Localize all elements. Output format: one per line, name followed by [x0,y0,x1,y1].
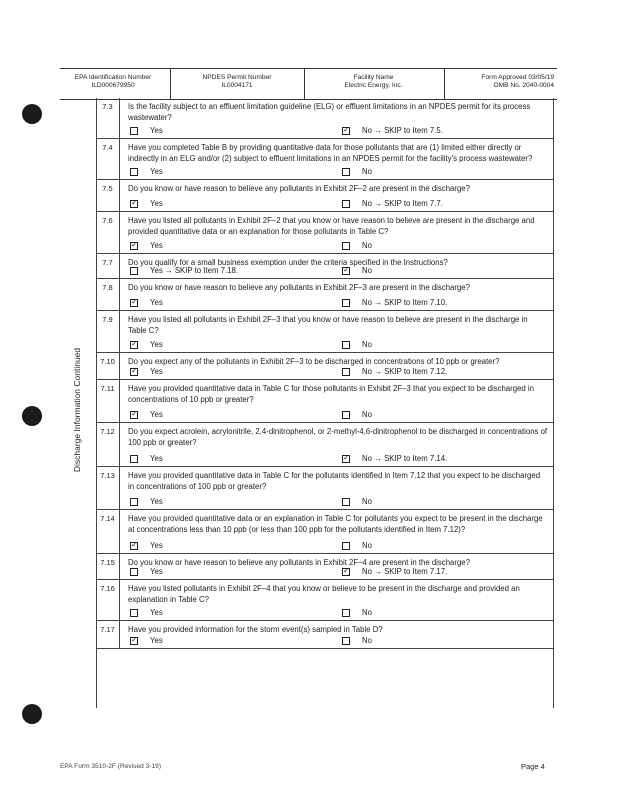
yes-label: Yes → SKIP to Item 7.18. [150,266,238,275]
item-number: 7.7 [96,254,120,278]
yes-label: Yes [150,241,163,250]
checklist-table [96,98,554,649]
yes-label: Yes [150,167,163,176]
item-number: 7.11 [96,380,120,422]
item-question: Have you provided quantitative data or an explanation in Table C for pollutants you expect to be present in the discharge at concentrations less than 10 ppb (or less than 100 ppb for the pollutants identified in Item 7.12)? [128,514,543,534]
form-header [60,68,557,100]
yes-checkbox[interactable] [130,299,138,307]
side-label-text: Discharge Information Continued [72,347,82,473]
yes-label: Yes [150,636,163,645]
yes-label: Yes [150,298,163,307]
no-label: No → SKIP to Item 7.10. [362,298,448,307]
yes-checkbox[interactable] [130,411,138,419]
no-checkbox[interactable] [342,299,350,307]
checklist-item [96,279,554,311]
item-number: 7.9 [96,311,120,352]
yes-checkbox[interactable] [130,542,138,550]
yes-label: Yes [150,608,163,617]
item-question: Have you provided quantitative data in Table C for the pollutants identified in Item 7.12 that you expect to be discharged in concentrations of 100 ppb or greater? [128,471,541,491]
no-checkbox[interactable] [342,568,350,576]
yes-label: Yes [150,410,163,419]
no-label: No [362,608,372,617]
item-number: 7.16 [96,580,120,620]
item-question: Do you know or have reason to believe any pollutants in Exhibit 2F–2 are present in the discharge? [128,184,470,193]
no-checkbox[interactable] [342,168,350,176]
no-label: No [362,636,372,645]
yes-checkbox[interactable] [130,200,138,208]
item-number: 7.3 [96,98,120,138]
yes-label: Yes [150,199,163,208]
yes-option[interactable] [130,541,163,550]
punch-hole-top [22,104,42,124]
yes-option[interactable] [130,266,238,275]
checklist-item [96,254,554,279]
yes-checkbox[interactable] [130,267,138,275]
no-checkbox[interactable] [342,455,350,463]
no-checkbox[interactable] [342,637,350,645]
item-question: Do you expect acrolein, acrylonitrile, 2,4-dinitrophenol, or 2-methyl-4,6-dinitrophenol to be discharged in concentrations of 100 ppb or greater? [128,427,548,447]
item-question: Do you know or have reason to believe any pollutants in Exhibit 2F–3 are present in the discharge? [128,283,470,292]
npdes-cell [172,69,302,99]
yes-label: Yes [150,340,163,349]
item-question: Have you provided quantitative data in Table C for those pollutants in Exhibit 2F–3 that you expect to be discharged in concentrations of 10 ppb or greater? [128,384,534,404]
yes-checkbox[interactable] [130,242,138,250]
checklist-item [96,423,554,467]
no-checkbox[interactable] [342,267,350,275]
epa-id-value: ILD000679950 [91,82,135,89]
omb-number: OMB No. 2040-0004 [493,82,554,89]
item-number: 7.15 [96,554,120,579]
yes-checkbox[interactable] [130,498,138,506]
no-label: No → SKIP to Item 7.12. [362,367,448,376]
facility-cell [306,69,441,99]
no-option[interactable] [342,126,443,135]
no-checkbox[interactable] [342,200,350,208]
no-option[interactable] [342,340,372,349]
yes-option[interactable] [130,340,163,349]
checklist-item [96,212,554,254]
item-number: 7.12 [96,423,120,466]
no-label: No [362,410,372,419]
no-option[interactable] [342,608,372,617]
item-number: 7.4 [96,139,120,179]
yes-label: Yes [150,541,163,550]
yes-option[interactable] [130,636,163,645]
checklist-item [96,621,554,649]
no-checkbox[interactable] [342,609,350,617]
checklist-item [96,353,554,380]
no-option[interactable] [342,497,372,506]
no-checkbox[interactable] [342,498,350,506]
facility-label: Facility Name [353,74,394,81]
no-checkbox[interactable] [342,411,350,419]
no-label: No [362,266,372,275]
item-question: Have you provided information for the storm event(s) sampled in Table D? [128,625,383,634]
yes-option[interactable] [130,608,163,617]
no-option[interactable] [342,298,447,307]
no-label: No [362,497,372,506]
item-question: Is the facility subject to an effluent limitation guideline (ELG) or effluent limitations in an NPDES permit for its process wastewater? [128,102,531,122]
item-question: Do you expect any of the pollutants in Exhibit 2F–3 to be discharged in concentrations of 10 ppb or greater? [128,357,500,366]
item-number: 7.8 [96,279,120,310]
yes-option[interactable] [130,567,163,576]
yes-checkbox[interactable] [130,168,138,176]
yes-option[interactable] [130,367,163,376]
no-checkbox[interactable] [342,127,350,135]
checklist-item [96,580,554,621]
yes-option[interactable] [130,199,163,208]
punch-hole-middle [22,406,42,426]
item-number: 7.6 [96,212,120,253]
checklist-item [96,180,554,212]
checklist-item [96,554,554,580]
omb-cell [448,69,554,99]
checklist-item [96,510,554,554]
no-label: No → SKIP to Item 7.7. [362,199,443,208]
yes-label: Yes [150,367,163,376]
no-label: No → SKIP to Item 7.17. [362,567,448,576]
epa-id-label: EPA Identification Number [74,74,152,81]
no-label: No → SKIP to Item 7.5. [362,126,443,135]
item-number: 7.17 [96,621,120,648]
no-checkbox[interactable] [342,341,350,349]
no-checkbox[interactable] [342,242,350,250]
yes-checkbox[interactable] [130,368,138,376]
item-number: 7.13 [96,467,120,509]
yes-option[interactable] [130,410,163,419]
no-label: No [362,340,372,349]
form-approved: Form Approved 03/05/19 [481,74,554,81]
yes-option[interactable] [130,167,163,176]
no-option[interactable] [342,410,372,419]
npdes-label: NPDES Permit Number [202,74,272,81]
item-question: Have you listed all pollutants in Exhibit 2F–2 that you know or have reason to believe are present in the discharge and provided quantitative data or an explanation for those pollutants in Table C? [128,216,535,236]
no-option[interactable] [342,167,372,176]
no-option[interactable] [342,567,447,576]
yes-label: Yes [150,567,163,576]
no-label: No → SKIP to Item 7.14. [362,454,448,463]
yes-checkbox[interactable] [130,609,138,617]
checklist-item [96,311,554,353]
yes-option[interactable] [130,497,163,506]
yes-option[interactable] [130,298,163,307]
item-number: 7.14 [96,510,120,553]
yes-label: Yes [150,126,163,135]
yes-label: Yes [150,454,163,463]
yes-option[interactable] [130,241,163,250]
no-checkbox[interactable] [342,368,350,376]
yes-checkbox[interactable] [130,568,138,576]
footer-form-id: EPA Form 3510-2F (Revised 3-19) [60,763,162,770]
no-label: No [362,541,372,550]
npdes-value: IL0004171 [221,82,253,89]
item-question: Have you listed pollutants in Exhibit 2F–4 that you know or believe to be present in the discharge and provided an explanation in Table C? [128,584,520,604]
checklist-item [96,380,554,423]
yes-checkbox[interactable] [130,455,138,463]
no-option[interactable] [342,199,443,208]
item-number: 7.10 [96,353,120,379]
item-question: Have you listed all pollutants in Exhibit 2F–3 that you know or have reason to believe are present in the discharge in Table C? [128,315,528,335]
item-question: Have you completed Table B by providing quantitative data for those pollutants that are (1) limited either directly or indirectly in an ELG and/or (2) subject to effluent limitations in an NPDES permit for the facility's process wastewater? [128,143,533,163]
yes-checkbox[interactable] [130,637,138,645]
item-number: 7.5 [96,180,120,211]
facility-value: Electric Energy, Inc. [344,82,403,89]
epa-id-cell [60,69,166,99]
no-option[interactable] [342,241,372,250]
checklist-item [96,98,554,139]
no-option[interactable] [342,454,447,463]
no-option[interactable] [342,266,372,275]
checklist-item [96,467,554,510]
no-option[interactable] [342,636,372,645]
no-option[interactable] [342,541,372,550]
item-question: Do you qualify for a small business exemption under the criteria specified in the Instructions? [128,258,448,267]
yes-checkbox[interactable] [130,341,138,349]
no-checkbox[interactable] [342,542,350,550]
punch-hole-bottom [22,704,42,724]
yes-option[interactable] [130,454,163,463]
no-option[interactable] [342,367,447,376]
footer-page-number: Page 4 [521,762,545,771]
no-label: No [362,241,372,250]
no-label: No [362,167,372,176]
yes-label: Yes [150,497,163,506]
yes-checkbox[interactable] [130,127,138,135]
checklist-item [96,139,554,180]
item-question: Do you know or have reason to believe any pollutants in Exhibit 2F–4 are present in the discharge? [128,558,470,567]
yes-option[interactable] [130,126,163,135]
section-side-label [66,330,88,490]
